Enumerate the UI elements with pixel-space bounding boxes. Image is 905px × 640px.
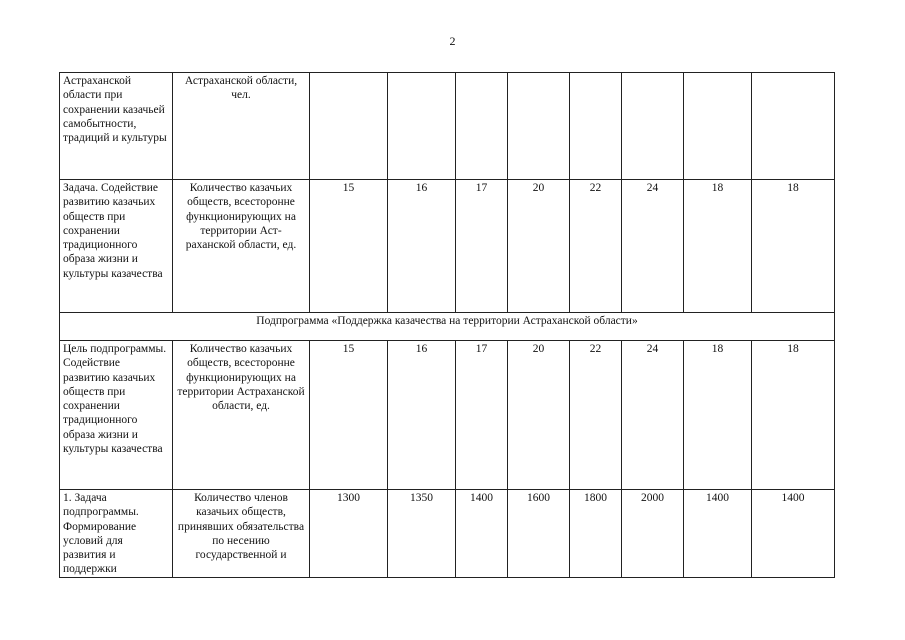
subprogram-header-row [60, 313, 835, 341]
value-cell: 18 [752, 341, 835, 490]
indicator-cell: Количество казачьих обществ, всесторонне функционирующих на территории Астраханской области, ед. [173, 341, 310, 490]
value-cell: 17 [456, 180, 508, 313]
value-cell: 24 [622, 341, 684, 490]
indicator-cell: Количество казачьих обществ, всесторонне функционирующих на территории Аст-раханской области, ед. [173, 180, 310, 313]
value-cell: 1400 [456, 490, 508, 578]
table-row [60, 341, 835, 490]
value-cell: 15 [310, 341, 388, 490]
value-cell: 1300 [310, 490, 388, 578]
value-cell [570, 73, 622, 180]
value-cell: 18 [684, 180, 752, 313]
indicator-cell: Количество членов казачьих обществ, принявших обязательства по несению государственной и [173, 490, 310, 578]
value-cell: 20 [508, 180, 570, 313]
value-cell: 1600 [508, 490, 570, 578]
value-cell: 18 [752, 180, 835, 313]
subprogram-title: Подпрограмма «Поддержка казачества на территории Астраханской области» [60, 313, 835, 341]
page-number: 2 [449, 34, 456, 48]
value-cell: 1350 [388, 490, 456, 578]
value-cell [752, 73, 835, 180]
value-cell: 1400 [684, 490, 752, 578]
value-cell: 16 [388, 341, 456, 490]
value-cell: 22 [570, 341, 622, 490]
table-row [60, 180, 835, 313]
value-cell: 17 [456, 341, 508, 490]
indicators-table [59, 72, 835, 578]
value-cell [508, 73, 570, 180]
value-cell [310, 73, 388, 180]
table-row [60, 73, 835, 180]
value-cell: 2000 [622, 490, 684, 578]
indicator-cell: Астраханской области, чел. [173, 73, 310, 180]
value-cell [456, 73, 508, 180]
value-cell: 15 [310, 180, 388, 313]
task-cell: Задача. Содействие развитию казачьих обществ при сохранении традиционного образа жизни и культуры казачества [60, 180, 173, 313]
value-cell [622, 73, 684, 180]
goal-cell: Цель подпрограммы. Содействие развитию казачьих обществ при сохранении традиционного образа жизни и культуры казачества [60, 341, 173, 490]
value-cell: 22 [570, 180, 622, 313]
value-cell: 1800 [570, 490, 622, 578]
goal-cell: Астраханской области при сохранении казачьей самобытности, традиций и культуры [60, 73, 173, 180]
value-cell: 16 [388, 180, 456, 313]
task-cell: 1. Задача подпрограммы. Формирование условий для развития и поддержки [60, 490, 173, 578]
table-row [60, 490, 835, 578]
value-cell [684, 73, 752, 180]
value-cell: 18 [684, 341, 752, 490]
value-cell: 20 [508, 341, 570, 490]
value-cell: 1400 [752, 490, 835, 578]
value-cell: 24 [622, 180, 684, 313]
value-cell [388, 73, 456, 180]
